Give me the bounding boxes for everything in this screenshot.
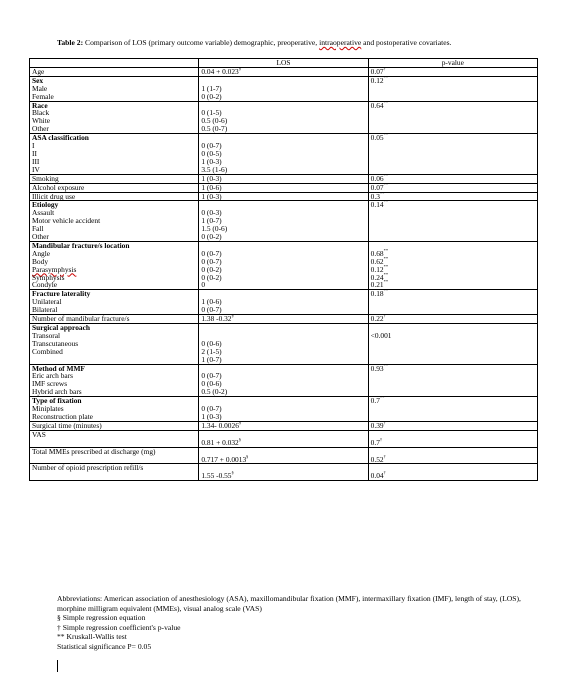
p-value <box>370 65 536 76</box>
row-label: Age <box>32 66 45 76</box>
row-sublabel: Transoral <box>32 330 61 340</box>
p-footnote-mark: ** <box>383 172 389 178</box>
table-footnotes <box>57 594 537 652</box>
row-label: Race <box>32 100 48 110</box>
caption-spelled-word: intraoperative <box>319 38 362 47</box>
los-value-text: 0 <box>201 280 206 290</box>
los-value-text: 0 (0-5) <box>201 148 222 158</box>
row-sublabel: II <box>32 148 37 158</box>
row-los-cell <box>199 290 368 315</box>
los-value <box>201 340 366 348</box>
row-sublabel: Male <box>32 83 48 93</box>
p-footnote-mark: ** <box>383 362 389 368</box>
row-sublabel: I <box>32 141 35 151</box>
p-value-text: 0.24 <box>370 272 384 282</box>
p-value-text: 0.52 <box>370 454 384 464</box>
los-value <box>201 201 366 209</box>
los-value <box>201 142 366 150</box>
los-value <box>201 85 366 93</box>
p-value <box>370 436 536 447</box>
row-pvalue-cell <box>368 397 537 422</box>
p-value-text: 0.12 <box>370 75 384 85</box>
row-los-cell <box>199 324 368 365</box>
p-value <box>370 172 536 183</box>
los-value <box>201 397 366 405</box>
row-pvalue-cell <box>368 430 537 447</box>
los-value-text: 0 (0-7) <box>201 256 222 266</box>
row-pvalue-cell <box>368 174 537 183</box>
p-value-text: 0.06 <box>370 173 384 183</box>
p-value <box>371 290 536 298</box>
los-value <box>201 365 366 373</box>
p-footnote-mark: ** <box>383 199 389 205</box>
row-los-cell <box>199 364 368 397</box>
los-value <box>201 405 366 413</box>
row-sublabel: Female <box>32 91 54 101</box>
table-row <box>30 101 538 134</box>
footnote-regression-pvalue: † Simple regression coefficient's p-value <box>57 622 181 632</box>
row-los-cell <box>199 430 368 447</box>
los-value-text: 0 (0-2) <box>201 264 222 274</box>
row-label: Fracture laterality <box>32 289 91 299</box>
p-value <box>371 464 536 472</box>
los-value-text: 0.717 + 0.0013 <box>201 454 247 464</box>
row-sublabel: Miniplates <box>32 404 64 414</box>
los-value <box>201 250 366 258</box>
footnote-kruskal-wallis: ** Kruskall-Wallis test <box>57 632 127 642</box>
row-covariate-cell <box>30 397 199 422</box>
row-sublabel: Hybrid arch bars <box>32 387 82 397</box>
row-pvalue-cell <box>368 290 537 315</box>
los-value-text: 0.5 (0-6) <box>201 116 228 126</box>
table-row <box>30 421 538 430</box>
table-header-row <box>30 59 538 68</box>
los-value-text: 1 (0-3) <box>201 156 222 166</box>
table-row <box>30 290 538 315</box>
table-row <box>30 447 538 464</box>
los-value-text: 1 (0-6) <box>201 182 222 192</box>
row-sublabel: Bilateral <box>32 305 58 315</box>
los-value <box>201 166 366 174</box>
p-footnote-mark: ** <box>383 271 389 277</box>
row-pvalue-cell <box>368 364 537 397</box>
los-value <box>201 274 366 282</box>
los-value <box>201 150 366 158</box>
p-value-text: 0.62 <box>370 256 384 266</box>
p-value-text: 0.14 <box>370 200 384 210</box>
row-pvalue-cell <box>368 67 537 76</box>
row-pvalue-cell <box>368 183 537 192</box>
table-row <box>30 76 538 101</box>
los-value-text: 0 (0-7) <box>201 248 222 258</box>
row-los-cell <box>199 447 368 464</box>
row-label: Sex <box>32 75 44 85</box>
los-value <box>201 436 366 447</box>
row-label: ASA classification <box>32 133 89 143</box>
row-los-cell <box>199 464 368 481</box>
row-los-cell <box>199 421 368 430</box>
row-sublabel: White <box>32 116 51 126</box>
p-footnote-mark: ** <box>383 247 389 253</box>
los-value <box>201 281 366 289</box>
table-row <box>30 67 538 76</box>
table-row <box>30 324 538 365</box>
table-row <box>30 174 538 183</box>
row-los-cell <box>199 101 368 134</box>
row-sublabel: Symphysis <box>32 272 65 282</box>
p-value-text: 0.7 <box>370 396 380 406</box>
comparison-table <box>29 58 538 481</box>
p-value-text: 0.12 <box>370 264 384 274</box>
los-value-text: 1.55 -0.55 <box>201 471 232 481</box>
los-value <box>201 134 366 142</box>
los-value <box>201 193 366 201</box>
p-value <box>370 453 536 464</box>
row-sublabel: Combined <box>32 346 63 356</box>
row-los-cell <box>199 134 368 175</box>
los-value <box>201 306 366 314</box>
p-value-text: 0.93 <box>370 363 384 373</box>
los-value <box>201 472 366 480</box>
row-covariate-cell <box>30 241 199 289</box>
los-value-text: 3.5 (1-6) <box>201 164 228 174</box>
table-label: Table 2: <box>57 38 84 47</box>
los-value-text: 1 (0-7) <box>201 216 222 226</box>
caption-text: Comparison of LOS (primary outcome variable) demographic, preoperative, <box>85 38 320 47</box>
los-value <box>201 184 366 192</box>
los-value <box>201 77 366 85</box>
table-row <box>30 364 538 397</box>
row-sublabel: Black <box>32 108 50 118</box>
p-footnote-mark: ** <box>383 263 389 269</box>
row-covariate-cell <box>30 134 199 175</box>
los-value <box>201 453 366 464</box>
los-value-text: 0.5 (0-2) <box>201 387 228 397</box>
los-value <box>201 175 366 183</box>
p-footnote-mark: ** <box>379 190 385 196</box>
row-pvalue-cell <box>368 421 537 430</box>
row-pvalue-cell <box>368 315 537 324</box>
p-value-text: 0.07 <box>370 182 384 192</box>
p-footnote-mark: † <box>383 313 386 319</box>
row-sublabel: Condyle <box>32 280 58 290</box>
los-footnote-mark: § <box>238 419 242 425</box>
row-los-cell <box>199 174 368 183</box>
row-covariate-cell <box>30 430 199 447</box>
row-sublabel: III <box>32 156 40 166</box>
row-sublabel: VAS <box>32 429 46 439</box>
row-pvalue-cell <box>368 134 537 175</box>
row-covariate-cell <box>30 464 199 481</box>
p-value <box>371 134 536 142</box>
p-footnote-mark: ** <box>383 255 389 261</box>
row-sublabel: Other <box>32 124 49 134</box>
los-value <box>201 102 366 110</box>
los-value-text: 0.81 + 0.032 <box>201 437 239 447</box>
los-value-text: 0 (0-6) <box>201 379 222 389</box>
p-footnote-mark: ** <box>379 395 385 401</box>
row-sublabel: Other <box>32 232 49 242</box>
row-pvalue-cell <box>368 324 537 365</box>
p-footnote-mark: † <box>383 470 386 476</box>
p-value <box>370 247 536 258</box>
los-footnote-mark: § <box>238 436 242 442</box>
los-value <box>201 388 366 396</box>
p-value <box>371 448 536 456</box>
row-covariate-cell <box>30 324 199 365</box>
p-footnote-mark: † <box>383 419 386 425</box>
table-row <box>30 430 538 447</box>
row-sublabel: Transcutaneous <box>32 338 79 348</box>
row-label: Smoking <box>32 173 59 183</box>
p-footnote-mark: ** <box>383 99 389 105</box>
row-pvalue-cell <box>368 101 537 134</box>
los-value-text: 0 (0-7) <box>201 141 222 151</box>
los-value <box>201 332 366 340</box>
row-sublabel: Eric arch bars <box>32 371 74 381</box>
row-label: Mandibular fracture/s location <box>32 240 130 250</box>
row-los-cell <box>199 201 368 242</box>
row-label: Alcohol exposure <box>32 182 85 192</box>
los-value-text: 1 (0-3) <box>201 411 222 421</box>
row-los-cell <box>199 67 368 76</box>
p-value <box>370 190 536 201</box>
p-footnote-mark: ** <box>383 181 389 187</box>
los-footnote-mark: § <box>238 65 242 71</box>
los-value-text: 0 (0-2) <box>201 232 222 242</box>
p-value-text: 0.04 <box>370 471 384 481</box>
los-value <box>201 225 366 233</box>
p-value-text: 0.3 <box>370 191 380 201</box>
los-value-text: 1 (1-7) <box>201 83 222 93</box>
los-value <box>201 233 366 241</box>
footnote-significance: Statistical significance P= 0.05 <box>57 641 152 651</box>
los-value <box>201 290 366 298</box>
los-value <box>201 413 366 421</box>
p-footnote-mark: ** <box>383 74 389 80</box>
row-pvalue-cell <box>368 447 537 464</box>
row-sublabel: IMF screws <box>32 379 68 389</box>
table-row <box>30 183 538 192</box>
p-value-text: 0.21 <box>370 280 384 290</box>
row-sublabel: Motor vehicle accident <box>32 216 101 226</box>
los-value-text: 0 (1-5) <box>201 108 222 118</box>
row-los-cell <box>199 315 368 324</box>
row-covariate-cell <box>30 447 199 464</box>
p-value <box>371 201 536 209</box>
los-value-text: 0 (0-2) <box>201 91 222 101</box>
p-value-text: 0.05 <box>370 133 384 143</box>
los-value-text: 1.38 -0.32 <box>201 314 232 324</box>
p-value <box>370 362 536 373</box>
p-footnote-mark: † <box>383 65 386 71</box>
p-value <box>370 255 536 266</box>
p-footnote-mark: ** <box>383 132 389 138</box>
p-value-text: 0.18 <box>370 289 384 299</box>
row-sublabel: IV <box>32 164 40 174</box>
p-value <box>370 181 536 192</box>
row-los-cell <box>199 241 368 289</box>
table-body <box>30 67 538 480</box>
row-sublabel: Parasymphysis <box>32 264 77 274</box>
los-value <box>201 209 366 217</box>
row-label: Type of fixation <box>32 396 82 406</box>
row-covariate-cell <box>30 76 199 101</box>
row-sublabel: Reconstruction plate <box>32 411 93 421</box>
row-label: Number of mandibular fracture/s <box>32 314 130 324</box>
los-footnote-mark: § <box>231 470 234 476</box>
p-value-text: 0.7 <box>370 437 380 447</box>
los-value-text: 1 (0-6) <box>201 297 222 307</box>
p-value-text: 0.68 <box>370 248 384 258</box>
los-value-text: 1 (0-7) <box>201 354 222 364</box>
los-value <box>201 372 366 380</box>
p-value <box>371 281 536 289</box>
table-row <box>30 397 538 422</box>
row-sublabel: Angle <box>32 248 51 258</box>
row-covariate-cell <box>30 290 199 315</box>
los-value <box>201 348 366 356</box>
p-value <box>370 74 536 85</box>
los-value-text: 0 (0-6) <box>201 338 222 348</box>
table-row <box>30 134 538 175</box>
los-value <box>201 93 366 101</box>
p-value <box>371 324 536 332</box>
los-value-text: 1.34- 0.0026 <box>201 420 239 430</box>
los-value-text: 1 (0-3) <box>201 191 222 201</box>
row-covariate-cell <box>30 364 199 397</box>
p-footnote-mark: ** <box>383 288 389 294</box>
p-value <box>371 242 536 250</box>
p-value-text: <0.001 <box>370 330 392 340</box>
table-caption <box>57 38 527 47</box>
row-label: Illicit drug use <box>32 191 76 201</box>
table-row <box>30 192 538 201</box>
header-pvalue: p-value <box>368 59 537 68</box>
row-sublabel: Surgical approach <box>32 323 90 332</box>
row-label: Etiology <box>32 200 59 210</box>
table-row <box>30 201 538 242</box>
p-value-text: 0.07 <box>370 66 384 76</box>
los-value <box>201 65 366 76</box>
row-label: Surgical time (minutes) <box>32 420 102 430</box>
los-footnote-mark: § <box>246 453 249 459</box>
row-pvalue-cell <box>368 464 537 481</box>
row-sublabel: Number of opioid prescription refill/s <box>32 463 144 473</box>
row-sublabel: Total MMEs prescribed at discharge (mg) <box>32 446 156 456</box>
p-value-text: 0.64 <box>370 100 384 110</box>
p-value <box>371 397 536 405</box>
row-sublabel: Assault <box>32 208 55 218</box>
row-los-cell <box>199 183 368 192</box>
los-value-text: 1.5 (0-6) <box>201 224 228 234</box>
row-los-cell <box>199 76 368 101</box>
row-pvalue-cell <box>368 241 537 289</box>
los-value-text: 0 (0-3) <box>201 208 222 218</box>
row-los-cell <box>199 192 368 201</box>
p-value-text: 0.22 <box>370 314 384 324</box>
table-row <box>30 315 538 324</box>
row-pvalue-cell <box>368 76 537 101</box>
los-value <box>201 324 366 332</box>
los-value <box>201 419 366 430</box>
p-footnote-mark: ** <box>383 279 389 285</box>
row-sublabel: Unilateral <box>32 297 62 307</box>
los-value-text: 0 (0-7) <box>201 305 222 315</box>
table-row <box>30 241 538 289</box>
los-value <box>201 242 366 250</box>
p-value <box>371 315 536 323</box>
los-value-text: 0 (0-7) <box>201 371 222 381</box>
p-value <box>370 263 536 274</box>
row-pvalue-cell <box>368 201 537 242</box>
row-sublabel: Body <box>32 256 49 266</box>
row-covariate-cell <box>30 201 199 242</box>
text-cursor <box>57 660 58 672</box>
p-value <box>370 99 536 110</box>
los-value <box>201 298 366 306</box>
los-value-text: 0 (0-2) <box>201 272 222 282</box>
row-covariate-cell <box>30 183 199 192</box>
p-value <box>371 472 536 480</box>
header-los: LOS <box>199 59 368 68</box>
p-footnote-mark: † <box>383 453 386 459</box>
p-value-text: 0.39 <box>370 420 384 430</box>
footnote-regression-equation: § Simple regression equation <box>57 613 146 623</box>
p-value <box>371 332 536 340</box>
footnote-abbreviations: Abbreviations: American association of anesthesiology (ASA), maxillomandibular fixation (MMF), intermaxillary fixation (IMF), length of stay, (LOS), morphine milligram equivalent (MMEs), visual analog scale (VAS) <box>57 594 521 613</box>
row-covariate-cell <box>30 67 199 76</box>
los-value-text: 1 (0-3) <box>201 173 222 183</box>
los-value <box>201 258 366 266</box>
row-covariate-cell <box>30 421 199 430</box>
p-footnote-mark: † <box>379 436 383 442</box>
los-value-text: 0.5 (0-7) <box>201 124 228 134</box>
row-pvalue-cell <box>368 192 537 201</box>
los-value <box>201 315 366 323</box>
table-row <box>30 464 538 481</box>
p-value <box>371 431 536 439</box>
caption-tail: and postoperative covariates. <box>361 38 452 47</box>
p-value <box>370 419 536 430</box>
row-covariate-cell <box>30 174 199 183</box>
los-value <box>201 266 366 274</box>
row-label: Method of MMF <box>32 363 85 373</box>
los-value <box>201 356 366 364</box>
header-covariate <box>30 59 199 68</box>
los-value-text: 2 (1-5) <box>201 346 222 356</box>
row-sublabel: Fall <box>32 224 44 234</box>
los-footnote-mark: § <box>231 313 234 319</box>
row-los-cell <box>199 397 368 422</box>
los-value-text: 0 (0-7) <box>201 404 222 414</box>
los-value-text: 0.04 + 0.023 <box>201 66 239 76</box>
los-value <box>201 125 366 133</box>
row-covariate-cell <box>30 101 199 134</box>
